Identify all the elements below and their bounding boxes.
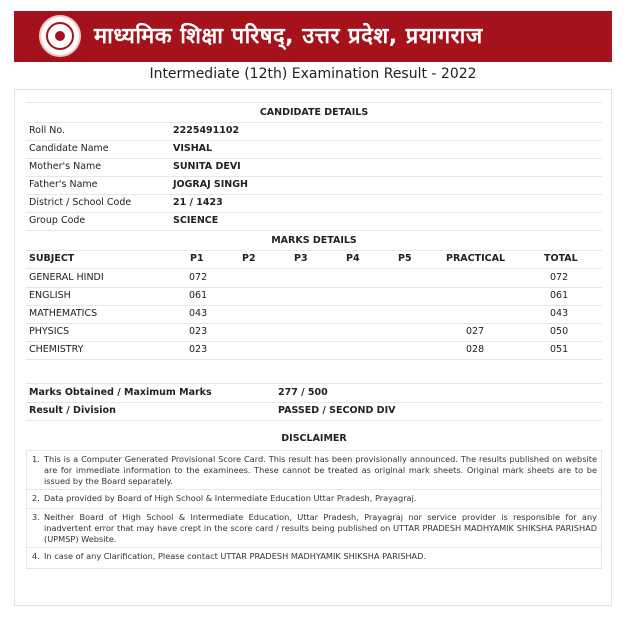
page-title: Intermediate (12th) Examination Result - 2022 xyxy=(149,66,477,82)
candidate-row-mother xyxy=(26,158,602,177)
subject-cell: ENGLISH xyxy=(29,290,71,301)
marks-row xyxy=(26,287,602,306)
disclaimer-item xyxy=(26,547,602,569)
item-number: 1. xyxy=(32,454,40,464)
field-label: Candidate Name xyxy=(29,143,109,154)
field-value: SUNITA DEVI xyxy=(173,161,241,172)
col-practical: PRACTICAL xyxy=(446,253,505,264)
col-total: TOTAL xyxy=(544,253,578,264)
candidate-row-group xyxy=(26,212,602,231)
field-value: 2225491102 xyxy=(173,125,240,136)
summary-label: Marks Obtained / Maximum Marks xyxy=(29,387,212,398)
marks-header-row xyxy=(26,250,602,269)
candidate-row-roll xyxy=(26,122,602,141)
candidate-row-name xyxy=(26,140,602,159)
field-label: Mother's Name xyxy=(29,161,102,172)
divider xyxy=(26,102,602,103)
candidate-row-father xyxy=(26,176,602,195)
header-title: माध्यमिक शिक्षा परिषद्, उत्तर प्रदेश, प्रयागराज xyxy=(94,24,483,49)
practical-cell: 028 xyxy=(466,344,485,355)
total-cell: 050 xyxy=(550,326,569,337)
marks-row xyxy=(26,305,602,324)
field-value: VISHAL xyxy=(173,143,213,154)
subject-cell: CHEMISTRY xyxy=(29,344,84,355)
summary-label: Result / Division xyxy=(29,405,116,416)
subject-cell: MATHEMATICS xyxy=(29,308,98,319)
field-value: 21 / 1423 xyxy=(173,197,223,208)
practical-cell: 027 xyxy=(466,326,485,337)
marks-section-title: MARKS DETAILS xyxy=(271,235,357,246)
candidate-row-district xyxy=(26,194,602,213)
total-cell: 072 xyxy=(550,272,569,283)
field-label: Group Code xyxy=(29,215,86,226)
marks-obtained-row xyxy=(26,384,602,403)
p1-cell: 061 xyxy=(189,290,208,301)
result-row xyxy=(26,402,602,421)
item-text: In case of any Clarification, Please contact UTTAR PRADESH MADHYAMIK SHIKSHA PARISHAD. xyxy=(44,551,427,561)
marks-row xyxy=(26,341,602,360)
field-label: Father's Name xyxy=(29,179,98,190)
item-number: 3. xyxy=(32,512,40,522)
p1-cell: 043 xyxy=(189,308,208,319)
col-p2: P2 xyxy=(242,253,256,264)
col-subject: SUBJECT xyxy=(29,253,75,264)
total-cell: 051 xyxy=(550,344,569,355)
disclaimer-item xyxy=(26,450,602,490)
board-logo-icon xyxy=(39,15,81,57)
item-number: 2. xyxy=(32,493,40,503)
col-p5: P5 xyxy=(398,253,412,264)
candidate-section-title: CANDIDATE DETAILS xyxy=(259,107,369,118)
item-number: 4. xyxy=(32,551,40,561)
field-label: District / School Code xyxy=(29,197,132,208)
marks-row xyxy=(26,269,602,288)
col-p3: P3 xyxy=(294,253,308,264)
total-cell: 043 xyxy=(550,308,569,319)
item-text: Neither Board of High School & Intermediate Education, Uttar Pradesh, Prayagraj nor service provider is responsible for any inadvertent error that may have crept in the score card / results being published on UTTAR PRADESH MADHYAMIK SHIKSHA PARISHAD (UPMSP) Website. xyxy=(44,512,597,544)
marks-row xyxy=(26,323,602,342)
field-label: Roll No. xyxy=(29,125,66,136)
p1-cell: 072 xyxy=(189,272,208,283)
total-cell: 061 xyxy=(550,290,569,301)
summary-value: PASSED / SECOND DIV xyxy=(278,405,396,416)
subject-cell: PHYSICS xyxy=(29,326,70,337)
col-p4: P4 xyxy=(346,253,360,264)
disclaimer-item xyxy=(26,508,602,548)
field-value: SCIENCE xyxy=(173,215,219,226)
p1-cell: 023 xyxy=(189,326,208,337)
col-p1: P1 xyxy=(190,253,204,264)
item-text: Data provided by Board of High School & Intermediate Education Uttar Pradesh, Prayagraj. xyxy=(44,493,417,503)
subject-cell: GENERAL HINDI xyxy=(29,272,104,283)
disclaimer-title: DISCLAIMER xyxy=(281,433,347,444)
summary-value: 277 / 500 xyxy=(278,387,328,398)
page-header xyxy=(14,11,612,62)
item-text: This is a Computer Generated Provisional Score Card. This result has been provisionally announced. The results published on website are for immediate information to the examinees. These cannot be treated as original mark sheets. Original mark sheets are to be issued by the Board separately. xyxy=(44,454,597,486)
field-value: JOGRAJ SINGH xyxy=(173,179,248,190)
p1-cell: 023 xyxy=(189,344,208,355)
disclaimer-item xyxy=(26,489,602,509)
